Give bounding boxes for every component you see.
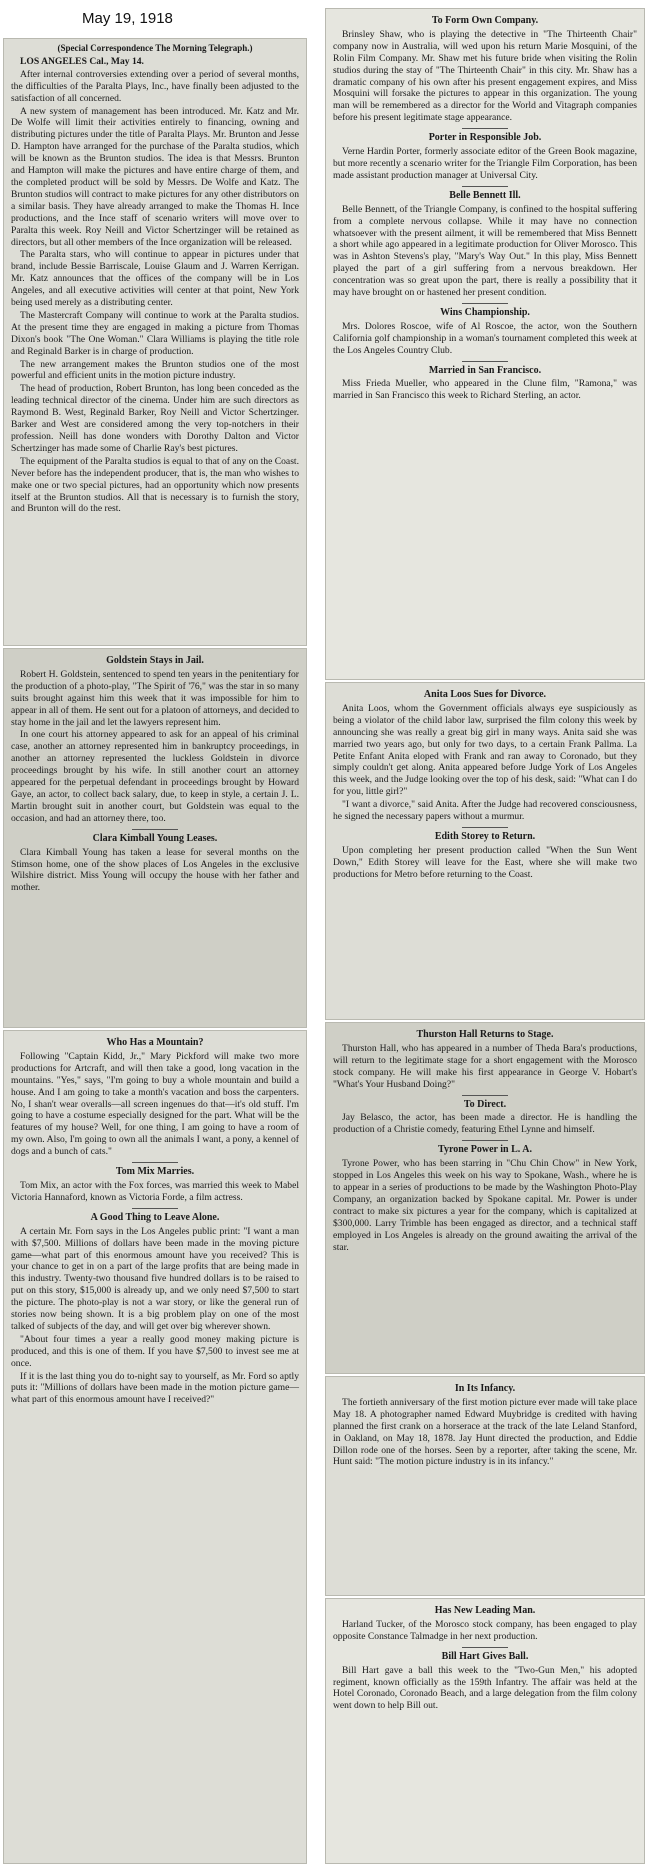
article-paragraph: In one court his attorney appeared to ask for an appeal of his criminal case, another an attorney represented him in bankruptcy proceedings, in another an attorney represented the luckless Goldstein in divorce proceedings brought by his wife. In still another court an attorney appeared for the perpetual defendant in proceedings brought by Howard Gaye, an actor, to collect back salary, due, to keep in style, a certain J. L. Martin brought suit in another court, but Goldstein was equal to the occasion, and had an attorney there, too. <box>11 729 299 824</box>
clipping-own-company <box>325 8 645 680</box>
article-paragraph: Verne Hardin Porter, formerly associate editor of the Green Book magazine, but more recently a scenario writer for the Triangle Film Corporation, has been made assistant production manager at Universal City. <box>333 146 637 181</box>
article-heading: Who Has a Mountain? <box>106 1037 204 1048</box>
article-paragraph: Tyrone Power, who has been starring in "Chu Chin Chow" in New York, stopped in Los Angeles this week on his way to Spokane, Wash., where he is to appear in a series of productions to be made by the Washington Photo-Play Company, an organization backed by Spokane capital. Mr. Power is under contract to make six pictures a year for the company, which is capitalized at $300,000. Larry Trimble has been engaged as director, and a technical staff employed in Los Angeles is already on the ground awaiting the arrival of the star. <box>333 1158 637 1253</box>
article-heading: Porter in Responsible Job. <box>428 132 542 144</box>
article-heading: Married in San Francisco. <box>428 364 542 376</box>
divider-rule <box>132 1208 178 1209</box>
article-paragraph: The Paralta stars, who will continue to appear in pictures under that brand, include Bessie Barriscale, Louise Glaum and J. Warren Kerrigan. Mr. Katz announces that the offices of the company will be in Los Angeles, and all executive activities will center at that point, New York being used merely as a distributing center. <box>11 249 299 309</box>
article-heading: Edith Storey to Return. <box>434 830 536 842</box>
article-paragraph: The equipment of the Paralta studios is equal to that of any on the Coast. Never before has the independent producer, that is, the man who wishes to make one or two special pictures, had an opportunity which now presents itself at the Brunton studios. All that is necessary is to furnish the story, and Brunton will do the rest. <box>11 455 299 515</box>
clipping-loos <box>325 682 645 1020</box>
article-paragraph: Thurston Hall, who has appeared in a number of Theda Bara's productions, will return to the legitimate stage for a short engagement with the Morosco stock company. He will make his first appearance in George V. Hobart's "What's Your Husband Doing?" <box>333 1042 637 1090</box>
article-paragraph: After internal controversies extending over a period of several months, the difficulties of the Paralta Plays, Inc., have finally been adjusted to the satisfaction of all concerned. <box>11 68 299 104</box>
article-heading: Clara Kimball Young Leases. <box>92 832 218 844</box>
divider-rule <box>462 1647 508 1648</box>
article-paragraph: Following "Captain Kidd, Jr.," Mary Pickford will make two more productions for Artcraft, and will then take a good, long vacation in the mountains. "Yes," says, "I'm going to buy a whole mountain and build a house. And I am going to take a month's vacation and boss the carpenters. No, I shan't wear overalls—all screen ingenues do that—it's old stuff. I'm going to have a costume especially designed for the part. What will be the features of my house? Well, for one thing, I am going to have a room of my own. Also, I'm going to own all the animals I want, a pony, a kennel of dogs and a bunch of cats." <box>11 1050 299 1158</box>
article-heading: Tom Mix Marries. <box>115 1166 195 1178</box>
article-heading: Anita Loos Sues for Divorce. <box>423 689 547 700</box>
clipping-paralta <box>3 38 307 646</box>
divider-rule <box>462 303 508 304</box>
article-paragraph: Bill Hart gave a ball this week to the "Two-Gun Men," his adopted regiment, known officially as the 159th Infantry. The affair was held at the Hotel Coronado, Coronado Beach, and a large delegation from the film colony went down to help Bill out. <box>333 1664 637 1712</box>
article-heading: A Good Thing to Leave Alone. <box>90 1211 220 1223</box>
article-paragraph: The new arrangement makes the Brunton studios one of the most powerful and efficient units in the motion picture industry. <box>11 358 299 382</box>
divider-rule <box>132 1162 178 1163</box>
divider-rule <box>462 1140 508 1141</box>
article-heading: Thurston Hall Returns to Stage. <box>416 1029 554 1040</box>
page-date: May 19, 1918 <box>82 10 173 27</box>
divider-rule <box>462 186 508 187</box>
article-paragraph: Mrs. Dolores Roscoe, wife of Al Roscoe, the actor, won the Southern California golf championship in a woman's tournament completed this week at the Los Angeles Country Club. <box>333 320 637 356</box>
article-heading: Bill Hart Gives Ball. <box>441 1650 529 1662</box>
article-paragraph: Jay Belasco, the actor, has been made a director. He is handling the production of a Christie comedy, featuring Ethel Lynne and himself. <box>333 1112 637 1136</box>
article-paragraph: The head of production, Robert Brunton, has long been conceded as the leading technical director of the cinema. Under him are such directors as Raymond B. West, Reginald Barker, Roy Neill and Victor Schertzinger. Barker and West are considered among the very top-notchers in their profession. Neill has done wonders with Dorothy Dalton and Victor Schertzinger has made some of Charlie Ray's best pictures. <box>11 383 299 454</box>
article-paragraph: A new system of management has been introduced. Mr. Katz and Mr. De Wolfe will limit their activities entirely to financing, owning and distributing pictures under the title of Paralta Plays. Mr. Brunton and Jesse D. Hampton have arranged for the purchase of the Paralta studios, which will be known as the Brunton studios. The idea is that Messrs. Brunton and Hampton will make the pictures and have entire charge of them, and the completed product will be sold by Messrs. De Wolfe and Katz. The Brunton studios will contract to make pictures for any other distributors on a similar basis. They have already arranged to make the Thomas H. Ince productions, and the Ince staff of scenario writers will move over to Paralta this week. Roy Neill and Victor Schertzinger will be retained as directors, but all other members of the Ince organization will be released. <box>11 105 299 248</box>
article-paragraph: Anita Loos, whom the Government officials always eye suspiciously as being a violator of the child labor law, surprised the film colony this week by announcing she was really a great big girl in many ways. Anita said she was married two years ago, but only for two days, to a certain Frank Pallma. La Petite Enfant Anita eloped with Frank and ran away to Coronado, but they simply couldn't get along. Anita appeared before Judge York of Los Angeles this week, and the Judge looking over the top of his desk, said: "What can I do for you, little girl?" <box>333 702 637 798</box>
clipping-infancy <box>325 1376 645 1596</box>
article-heading: In Its Infancy. <box>454 1383 516 1394</box>
clipping-leading-man <box>325 1598 645 1864</box>
correspondence-credit: (Special Correspondence The Morning Telegraph.) <box>57 43 253 53</box>
article-heading: To Form Own Company. <box>431 15 539 26</box>
clipping-goldstein <box>3 648 307 1028</box>
article-heading: Belle Bennett Ill. <box>449 189 521 201</box>
article-paragraph: If it is the last thing you do to-night say to yourself, as Mr. Ford so aptly puts it: "Millions of dollars have been made in the motion picture game—what part of this enormous amount have I received?" <box>11 1370 299 1406</box>
article-paragraph: Robert H. Goldstein, sentenced to spend ten years in the penitentiary for the production of a photo-play, "The Spirit of '76," was the star in so many suits brought against him this week that it was impossible for him to appear in all of them. He sent out for a platoon of attorneys, and decided to stay home in the jail and let the lawyers represent him. <box>11 668 299 728</box>
divider-rule <box>132 829 178 830</box>
article-paragraph: The fortieth anniversary of the first motion picture ever made will take place May 18. A photographer named Edward Muybridge is credited with having planned the first crank on a horserace at the track of the late Leland Stanford, in Oakland, on May 18, 1878. Jay Hunt directed the production, and Eddie Dillon rode one of the horses. Seen by a reporter, after taking the scene, Mr. Hunt said: "The motion picture industry is in its infancy." <box>333 1396 637 1468</box>
article-heading: To Direct. <box>463 1098 507 1110</box>
article-heading: Wins Championship. <box>440 306 530 318</box>
article-heading: Has New Leading Man. <box>434 1605 536 1616</box>
article-paragraph: Tom Mix, an actor with the Fox forces, was married this week to Mabel Victoria Hannaford, known as Victoria Forde, a film actress. <box>11 1179 299 1203</box>
divider-rule <box>462 128 508 129</box>
clipping-thurston <box>325 1022 645 1374</box>
divider-rule <box>462 827 508 828</box>
clipping-mountain <box>3 1030 307 1864</box>
article-paragraph: The Mastercraft Company will continue to work at the Paralta studios. At the present time they are engaged in making a picture from Thomas Dixon's book "The One Woman." Clara Williams is playing the title role and Reginald Barker is in charge of production. <box>11 309 299 357</box>
article-heading: Goldstein Stays in Jail. <box>106 655 204 666</box>
article-paragraph: Brinsley Shaw, who is playing the detective in "The Thirteenth Chair" company now in Australia, will wed upon his return Marie Mosquini, of the Rolin Film Company. Mr. Shaw met his future bride when visiting the Rolin studios during the stay of "The Thirteenth Chair" in this city. Mr. Shaw has a dramatic company of his own after his present engagement expires, and Miss Mosquini will forsake the pictures to appear in this organization. The young man will be remembered as a director for the World and Vitagraph companies before his present legitimate stage appearance. <box>333 28 637 124</box>
article-paragraph: A certain Mr. Forn says in the Los Angeles public print: "I want a man with $7,500. Millions of dollars have been made in the moving picture game—what part of this enormous amount have you received? This is your chance to get in on a part of the large profits that are being made in this industry. Twenty-two thousand five hundred dollars is to be raised to put on this story, $15,000 is already up, and we only need $7,500 to start the picture. The photo-play is not a war story, or like the general run of stories now being shown. It is a big problem play on one of the most talked of subjects of the day, and will get over big wherever shown. <box>11 1225 299 1332</box>
article-paragraph: "About four times a year a really good money making picture is produced, and this is one of them. If you have $7,500 to invest see me at once. <box>11 1333 299 1369</box>
article-paragraph: Harland Tucker, of the Morosco stock company, has been engaged to play opposite Constance Talmadge in her next production. <box>333 1618 637 1642</box>
article-paragraph: Miss Frieda Mueller, who appeared in the Clune film, "Ramona," was married in San Francisco this week to Richard Sterling, an actor. <box>333 378 637 402</box>
article-paragraph: "I want a divorce," said Anita. After the Judge had recovered consciousness, he signed the necessary papers without a murmur. <box>333 799 637 823</box>
dateline: LOS ANGELES Cal., May 14. <box>20 55 144 67</box>
divider-rule <box>462 1095 508 1096</box>
divider-rule <box>462 361 508 362</box>
article-paragraph: Upon completing her present production called "When the Sun Went Down," Edith Storey will leave for the East, where she will make two productions for Metro before returning to the Coast. <box>333 844 637 880</box>
article-heading: Tyrone Power in L. A. <box>438 1144 532 1156</box>
article-paragraph: Belle Bennett, of the Triangle Company, is confined to the hospital suffering from a complete nervous collapse. While it may have no connection whatsoever with the present ailment, it will be remembered that Miss Bennett a short while ago appeared in a legitimate production for Oliver Morosco. This was in Ashton Stevens's play, "Mary's Way Out." In this play, Miss Bennett played the part of a girl suffering from a nervous breakdown. Her concentration was so great upon the part, there is really a possibility that it may have brought on or hastened her present condition. <box>333 203 637 299</box>
article-paragraph: Clara Kimball Young has taken a lease for several months on the Stimson home, one of the show places of Los Angeles in the exclusive Wilshire district. Miss Young will occupy the house with her father and mother. <box>11 846 299 894</box>
